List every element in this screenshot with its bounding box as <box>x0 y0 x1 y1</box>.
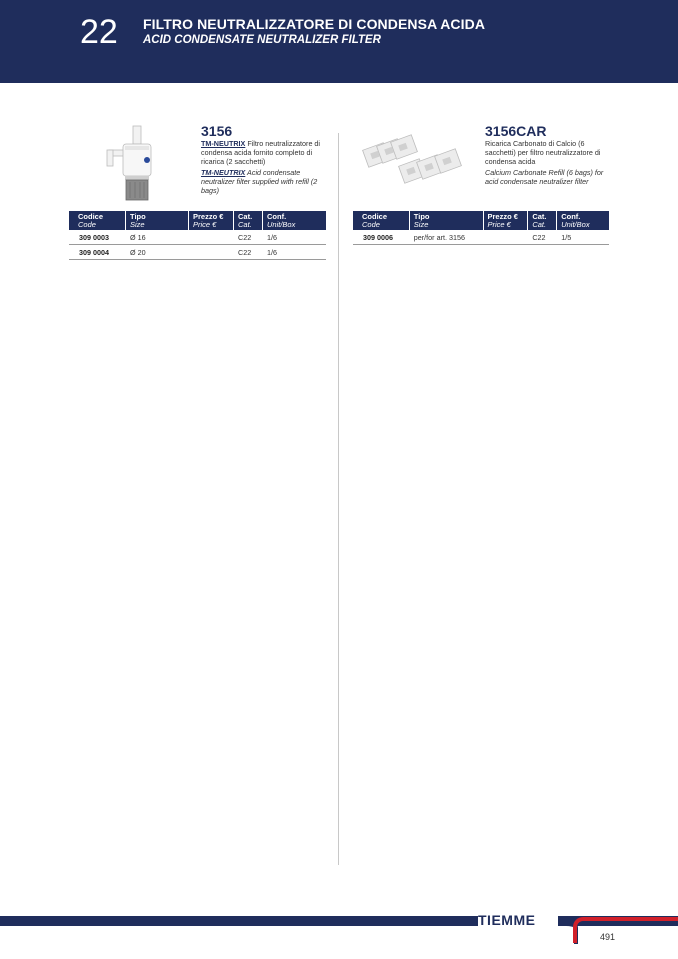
description-it-text: Filtro neutralizzatore di condensa acida fornito completo di ricarica (2 sacchetti) <box>201 139 321 166</box>
product-description <box>201 139 329 195</box>
brand-name: TM-NEUTRIX <box>201 139 246 148</box>
page-header <box>0 0 678 83</box>
section-title-en: ACID CONDENSATE NEUTRALIZER FILTER <box>143 34 381 46</box>
description-en-text: Acid condensate neutralizer filter supplied with refill (2 bags) <box>201 168 318 195</box>
cell-code: 309 0004 <box>79 247 109 257</box>
col-code: Codice Code <box>69 211 126 230</box>
cell-box: 1/6 <box>267 232 277 242</box>
product-table <box>353 211 609 245</box>
col-size: Tipo Size <box>126 211 189 230</box>
col-size: Tipo Size <box>410 211 484 230</box>
description-en <box>201 168 329 195</box>
cell-cat: C22 <box>238 247 252 257</box>
chapter-number: 22 <box>80 13 118 51</box>
product-table <box>69 211 326 260</box>
section-title-it: FILTRO NEUTRALIZZATORE DI CONDENSA ACIDA <box>143 16 486 32</box>
description-it: Ricarica Carbonato di Calcio (6 sacchetti) per filtro neutralizzatore di condensa acida <box>485 139 601 166</box>
cell-cat: C22 <box>532 232 546 242</box>
footer-red-line <box>583 917 678 921</box>
brand-name: TM-NEUTRIX <box>201 168 246 177</box>
table-row <box>69 245 326 260</box>
col-price: Prezzo € Price € <box>484 211 529 230</box>
cell-size: per/for art. 3156 <box>413 232 465 242</box>
cell-size: Ø 16 <box>130 232 146 242</box>
brand-logo: TIEMME <box>478 912 536 928</box>
table-header <box>353 211 609 230</box>
table-row <box>353 230 609 245</box>
description-it <box>201 139 329 166</box>
table-header <box>69 211 326 230</box>
product-description <box>485 139 613 186</box>
footer-bar-left <box>0 916 478 926</box>
col-cat: Cat. Cat. <box>234 211 263 230</box>
product-code: 3156 <box>201 123 233 139</box>
col-cat: Cat. Cat. <box>528 211 557 230</box>
refill-bags-image <box>361 132 473 190</box>
col-box: Conf. Unit/Box <box>561 212 590 229</box>
table-row <box>69 230 326 245</box>
cell-box: 1/5 <box>561 232 572 242</box>
cell-code: 309 0006 <box>363 232 393 242</box>
col-price: Prezzo € Price € <box>189 211 234 230</box>
col-code: Codice Code <box>353 211 410 230</box>
cell-size: Ø 20 <box>130 247 146 257</box>
cell-box: 1/6 <box>267 247 277 257</box>
column-divider <box>338 133 339 865</box>
product-code: 3156CAR <box>485 123 547 139</box>
col-box: Conf. Unit/Box <box>267 212 296 229</box>
cell-cat: C22 <box>238 232 252 242</box>
description-en: Calcium Carbonate Refill (6 bags) for acid condensate neutralizer filter <box>485 168 604 186</box>
cell-code: 309 0003 <box>79 232 109 242</box>
filter-product-image <box>103 124 163 204</box>
page-number: 491 <box>600 932 616 942</box>
